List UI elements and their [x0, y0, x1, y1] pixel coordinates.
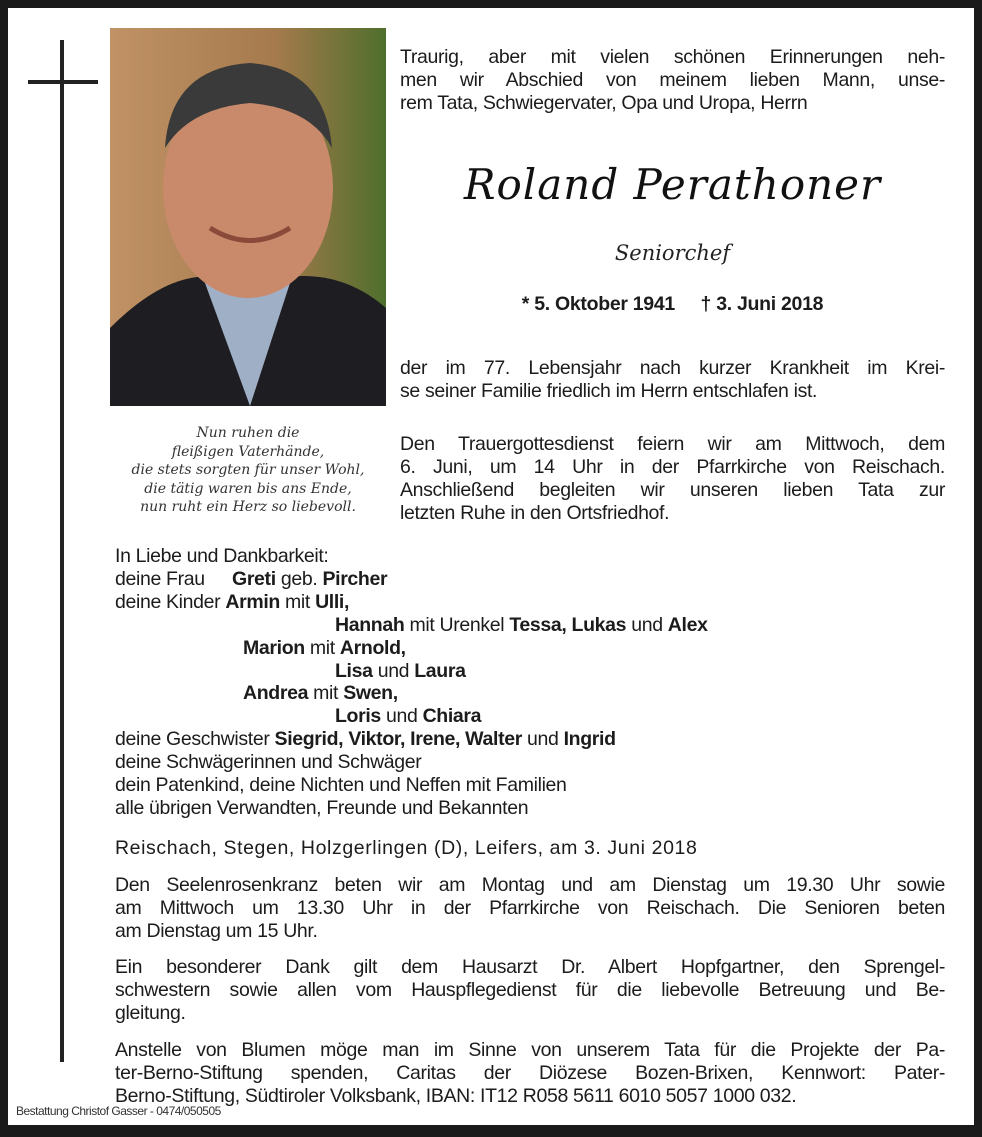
family-text: und — [521, 728, 564, 751]
text-line: Den Trauergottesdienst feiern wir am Mittwoch, dem — [400, 433, 945, 455]
family-name: Ulli, — [315, 590, 350, 613]
family-line — [243, 637, 406, 660]
poem-line: fleißigen Vaterhände, — [171, 443, 325, 460]
family-name: Lisa — [335, 659, 373, 682]
family-line — [243, 682, 398, 705]
family-name: Swen, — [343, 682, 398, 705]
text-line: am Mittwoch um 13.30 Uhr in der Pfarrkirche von Reischach. Die Senioren beten — [115, 897, 945, 919]
family-text: geb. — [275, 567, 323, 590]
text-line: se seiner Familie friedlich im Herrn entschlafen ist. — [400, 380, 818, 402]
family-line — [115, 545, 328, 568]
deceased-title: Seniorchef — [614, 241, 731, 265]
family-line — [115, 728, 616, 751]
text-line: der im 77. Lebensjahr nach kurzer Krankheit im Krei- — [400, 357, 945, 379]
death-date: † 3. Juni 2018 — [700, 293, 824, 315]
text-line: ter-Berno-Stiftung spenden, Caritas der Diözese Bozen-Brixen, Kennwort: Pater- — [115, 1062, 945, 1084]
family-name: Hannah — [335, 613, 405, 636]
family-text: alle übrigen Verwandten, Freunde und Bekannten — [115, 796, 529, 819]
text-line: am Dienstag um 15 Uhr. — [115, 920, 318, 942]
text-line: Anschließend begleiten wir unseren lieben Tata zur — [400, 479, 945, 501]
cross-icon — [60, 40, 64, 1062]
poem-line: Nun ruhen die — [196, 425, 300, 441]
life-dates — [400, 293, 945, 316]
deceased-name: Roland Perathoner — [463, 160, 882, 209]
family-text: und — [380, 705, 423, 728]
family-line — [335, 660, 466, 683]
poem-line: die stets sorgten für unser Wohl, — [131, 462, 365, 478]
family-name: Loris — [335, 705, 381, 728]
family-line — [335, 705, 481, 728]
family-line — [115, 751, 421, 774]
family-name: Pircher — [322, 567, 388, 590]
family-text: dein Patenkind, deine Nichten und Neffen mit Familien — [115, 774, 567, 796]
family-text: und — [626, 613, 668, 636]
birth-date: * 5. Oktober 1941 — [521, 293, 675, 315]
family-text: und — [372, 659, 415, 682]
text-line: Den Seelenrosenkranz beten wir am Montag und am Dienstag um 19.30 Uhr sowie — [115, 874, 945, 896]
intro-line: rem Tata, Schwiegervater, Opa und Uropa, Herrn — [400, 92, 808, 114]
text-line: 6. Juni, um 14 Uhr in der Pfarrkirche von Reischach. — [400, 456, 945, 478]
family-name: Greti — [232, 567, 276, 590]
family-name: Armin — [225, 590, 280, 613]
family-name: Arnold, — [339, 636, 406, 659]
family-line — [115, 797, 528, 820]
family-text: deine Geschwister — [115, 728, 275, 751]
family-line — [335, 614, 708, 637]
text-line: gleitung. — [115, 1002, 186, 1024]
poem-line: nun ruht ein Herz so liebevoll. — [140, 499, 356, 515]
family-line — [115, 568, 387, 591]
family-name: Alex — [667, 613, 708, 636]
text-line: Ein besonderer Dank gilt dem Hausarzt Dr. Albert Hopfgartner, den Sprengel- — [115, 956, 945, 978]
intro-line: men wir Abschied von meinem lieben Mann, unse- — [400, 69, 945, 91]
funeral-home-credit: Bestattung Christof Gasser - 0474/050505 — [16, 1104, 221, 1118]
cross-icon-bar — [28, 80, 98, 84]
poem-line: die tätig waren bis ans Ende, — [144, 480, 352, 497]
place-and-date: Reischach, Stegen, Holzgerlingen (D), Leifers, am 3. Juni 2018 — [115, 837, 698, 859]
family-line — [115, 591, 349, 614]
family-name: Marion — [243, 636, 305, 659]
family-name: Chiara — [422, 705, 482, 728]
family-name: Tessa, Lukas — [509, 613, 627, 636]
family-name: Laura — [414, 659, 466, 682]
family-name: Andrea — [243, 682, 309, 705]
family-text: deine Kinder — [115, 590, 226, 613]
family-name: Siegrid, Viktor, Irene, Walter — [274, 728, 522, 751]
family-text: mit — [279, 590, 316, 613]
family-line — [115, 774, 567, 797]
text-line: Anstelle von Blumen möge man im Sinne von unserem Tata für die Projekte der Pa- — [115, 1039, 945, 1061]
portrait-photo — [110, 28, 386, 406]
intro-line: Traurig, aber mit vielen schönen Erinnerungen neh- — [400, 46, 945, 68]
family-text: deine Schwägerinnen und Schwäger — [115, 751, 422, 774]
text-line: schwestern sowie allen vom Hauspflegedienst für die liebevolle Betreuung und Be- — [115, 979, 945, 1001]
family-text: deine Frau — [115, 567, 205, 590]
text-line: letzten Ruhe in den Ortsfriedhof. — [400, 502, 670, 524]
family-name: Ingrid — [563, 728, 616, 751]
family-text: mit — [304, 636, 340, 659]
family-text: mit — [308, 682, 344, 705]
family-text: In Liebe und Dankbarkeit: — [115, 545, 329, 567]
text-line: Berno-Stiftung, Südtiroler Volksbank, IBAN: IT12 R058 5611 6010 5057 1000 032. — [115, 1085, 797, 1107]
family-text: mit Urenkel — [404, 613, 510, 636]
